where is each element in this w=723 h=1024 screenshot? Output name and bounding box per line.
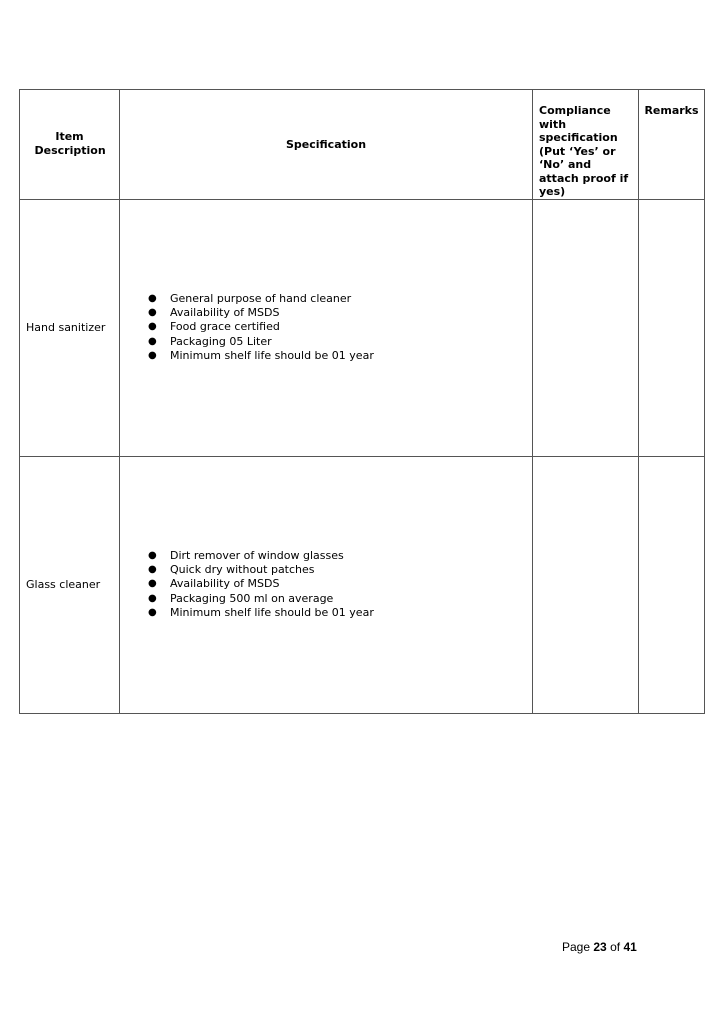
specification-list <box>120 292 532 363</box>
bullet-icon: ● <box>148 592 157 604</box>
bullet-icon: ● <box>148 564 157 576</box>
bullet-icon: ● <box>148 321 157 333</box>
bullet-icon: ● <box>148 606 157 618</box>
item-name-cell: Glass cleaner <box>20 456 120 713</box>
list-item: ● Quick dry without patches <box>148 563 315 577</box>
current-page: 23 <box>593 940 607 954</box>
table-header-row <box>20 90 705 200</box>
list-item: ● Dirt remover of window glasses <box>148 548 344 562</box>
list-item: ● Packaging 05 Liter <box>148 334 272 348</box>
header-item-description: Item Description <box>20 90 120 200</box>
remarks-cell[interactable] <box>639 456 705 713</box>
bullet-icon: ● <box>148 349 157 361</box>
list-item: ● Availability of MSDS <box>148 577 280 591</box>
bullet-icon: ● <box>148 335 157 347</box>
header-compliance: Compliance with specification (Put ‘Yes’ or ‘No’ and attach proof if yes) <box>533 90 639 200</box>
bullet-icon: ● <box>148 292 157 304</box>
list-item: ● Minimum shelf life should be 01 year <box>148 348 374 362</box>
list-item: ● General purpose of hand cleaner <box>148 291 352 305</box>
header-specification: Specification <box>120 90 533 200</box>
specification-cell <box>120 456 533 713</box>
page-number <box>562 940 637 954</box>
bullet-icon: ● <box>148 578 157 590</box>
list-item: ● Packaging 500 ml on average <box>148 591 334 605</box>
item-name-cell: Hand sanitizer <box>20 199 120 456</box>
remarks-cell[interactable] <box>639 199 705 456</box>
of-label: of <box>610 940 621 954</box>
table-row <box>20 456 705 713</box>
bullet-icon: ● <box>148 307 157 319</box>
list-item: ● Minimum shelf life should be 01 year <box>148 605 374 619</box>
total-pages: 41 <box>623 940 637 954</box>
specification-cell <box>120 199 533 456</box>
page-label: Page <box>562 940 591 954</box>
specification-table <box>19 89 705 714</box>
specification-list <box>120 549 532 620</box>
compliance-cell[interactable] <box>533 456 639 713</box>
list-item: ● Availability of MSDS <box>148 306 280 320</box>
bullet-icon: ● <box>148 549 157 561</box>
header-remarks: Remarks <box>639 90 705 200</box>
compliance-cell[interactable] <box>533 199 639 456</box>
list-item: ● Food grace certified <box>148 320 280 334</box>
table-row <box>20 199 705 456</box>
